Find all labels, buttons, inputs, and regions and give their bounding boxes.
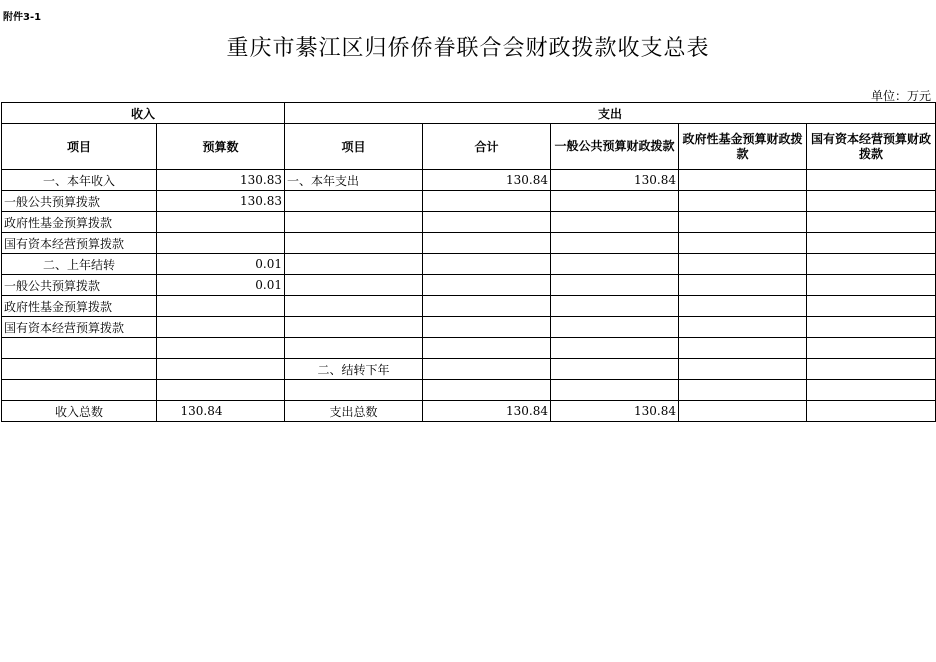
income-value-cell [157, 317, 285, 338]
general-budget-cell [551, 191, 679, 212]
expense-item-cell [285, 338, 423, 359]
expense-total-cell [423, 380, 551, 401]
general-budget-cell [551, 359, 679, 380]
unit-label: 单位：万元 [870, 89, 931, 103]
income-item-cell: 政府性基金预算拨款 [2, 212, 157, 233]
state-capital-cell [807, 338, 936, 359]
table-row [2, 275, 936, 296]
state-capital-cell [807, 254, 936, 275]
general-budget-cell [551, 380, 679, 401]
gov-fund-cell [679, 212, 807, 233]
income-value-cell [157, 380, 285, 401]
income-item-cell: 收入总数 [2, 401, 157, 422]
state-capital-cell [807, 170, 936, 191]
expense-item-cell [285, 212, 423, 233]
expense-total-cell [423, 296, 551, 317]
income-item-cell: 政府性基金预算拨款 [2, 296, 157, 317]
expense-total-cell [423, 254, 551, 275]
expense-item-cell [285, 275, 423, 296]
table-row [2, 170, 936, 191]
expense-item-cell [285, 233, 423, 254]
income-item-cell: 国有资本经营预算拨款 [2, 317, 157, 338]
expense-item-cell [285, 380, 423, 401]
general-budget-cell [551, 254, 679, 275]
expense-total-cell: 130.84 [423, 401, 551, 422]
gov-fund-cell [679, 338, 807, 359]
general-budget-cell: 130.84 [551, 170, 679, 191]
income-item-cell [2, 338, 157, 359]
header-row-group [2, 103, 936, 124]
header-expense: 支出 [285, 103, 936, 124]
table-row [2, 254, 936, 275]
general-budget-cell [551, 212, 679, 233]
state-capital-cell [807, 359, 936, 380]
income-value-cell [157, 233, 285, 254]
expense-item-cell [285, 317, 423, 338]
income-value-cell: 130.83 [157, 170, 285, 191]
table-row [2, 338, 936, 359]
state-capital-cell [807, 275, 936, 296]
general-budget-cell: 130.84 [551, 401, 679, 422]
gov-fund-cell [679, 401, 807, 422]
expense-item-cell [285, 254, 423, 275]
income-item-cell: 国有资本经营预算拨款 [2, 233, 157, 254]
income-value-cell: 130.83 [157, 191, 285, 212]
income-value-cell [157, 296, 285, 317]
gov-fund-cell [679, 254, 807, 275]
table-row [2, 359, 936, 380]
state-capital-cell [807, 191, 936, 212]
expense-item-cell [285, 296, 423, 317]
table-row [2, 401, 936, 422]
expense-item-cell: 一、本年支出 [285, 170, 423, 191]
gov-fund-cell [679, 170, 807, 191]
expense-total-cell [423, 233, 551, 254]
general-budget-cell [551, 275, 679, 296]
header-income: 收入 [2, 103, 285, 124]
header-total: 合计 [423, 124, 551, 170]
attachment-label: 附件3-1 [3, 12, 42, 23]
income-value-cell: 130.84 [157, 401, 285, 422]
gov-fund-cell [679, 191, 807, 212]
expense-total-cell [423, 317, 551, 338]
header-state-capital: 国有资本经营预算财政拨款 [807, 124, 936, 170]
gov-fund-cell [679, 275, 807, 296]
gov-fund-cell [679, 317, 807, 338]
header-income-budget: 预算数 [157, 124, 285, 170]
income-item-cell [2, 359, 157, 380]
expense-total-cell [423, 359, 551, 380]
general-budget-cell [551, 338, 679, 359]
income-value-cell [157, 359, 285, 380]
income-item-cell: 二、上年结转 [2, 254, 157, 275]
general-budget-cell [551, 233, 679, 254]
header-gov-fund: 政府性基金预算财政拨款 [679, 124, 807, 170]
gov-fund-cell [679, 296, 807, 317]
state-capital-cell [807, 317, 936, 338]
income-item-cell: 一、本年收入 [2, 170, 157, 191]
income-value-cell: 0.01 [157, 275, 285, 296]
table-row [2, 233, 936, 254]
state-capital-cell [807, 212, 936, 233]
gov-fund-cell [679, 233, 807, 254]
income-value-cell: 0.01 [157, 254, 285, 275]
general-budget-cell [551, 296, 679, 317]
expense-total-cell: 130.84 [423, 170, 551, 191]
table-row [2, 296, 936, 317]
table-row [2, 380, 936, 401]
page-title: 重庆市綦江区归侨侨眷联合会财政拨款收支总表 [226, 36, 710, 61]
expense-total-cell [423, 191, 551, 212]
header-general-budget: 一般公共预算财政拨款 [551, 124, 679, 170]
expense-item-cell: 支出总数 [285, 401, 423, 422]
income-item-cell: 一般公共预算拨款 [2, 275, 157, 296]
header-row-columns [2, 124, 936, 170]
general-budget-cell [551, 317, 679, 338]
income-value-cell [157, 338, 285, 359]
expense-total-cell [423, 275, 551, 296]
state-capital-cell [807, 296, 936, 317]
expense-total-cell [423, 338, 551, 359]
income-item-cell [2, 380, 157, 401]
expense-item-cell [285, 191, 423, 212]
state-capital-cell [807, 380, 936, 401]
gov-fund-cell [679, 359, 807, 380]
gov-fund-cell [679, 380, 807, 401]
budget-table [1, 102, 936, 422]
table-row [2, 191, 936, 212]
table-row [2, 212, 936, 233]
header-expense-item: 项目 [285, 124, 423, 170]
expense-item-cell: 二、结转下年 [285, 359, 423, 380]
income-item-cell: 一般公共预算拨款 [2, 191, 157, 212]
state-capital-cell [807, 401, 936, 422]
header-income-item: 项目 [2, 124, 157, 170]
income-value-cell [157, 212, 285, 233]
state-capital-cell [807, 233, 936, 254]
table-row [2, 317, 936, 338]
expense-total-cell [423, 212, 551, 233]
